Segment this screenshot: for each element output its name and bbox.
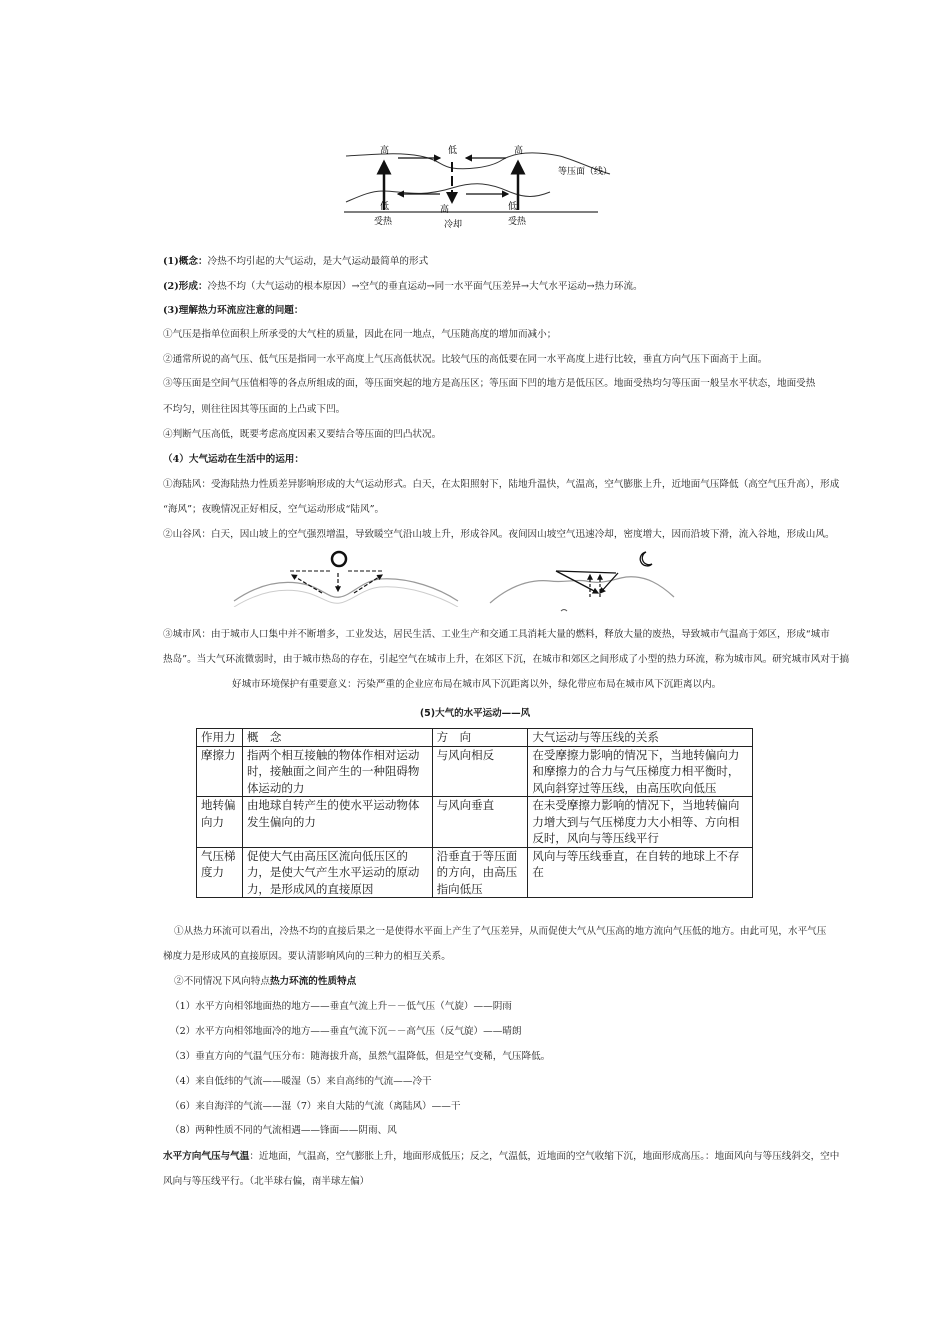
mountain-breeze-diagram	[486, 545, 676, 615]
list-item: （3）垂直方向的气温气压分布：随海拔升高，虽然气温降低，但是空气变稀，气压降低。	[170, 1051, 551, 1062]
section3-heading: (3)理解热力环流应注意的问题：	[163, 305, 304, 316]
moon-icon	[640, 552, 652, 566]
sec3-point3b: 不均匀，则往往因其等压面的上凸或下凹。	[163, 404, 346, 415]
table-cell: 在受摩擦力影响的情况下，当地转偏向力和摩擦力的合力与气压梯度力相平衡时，风向斜穿过等压线，由高压吹向低压	[528, 746, 753, 797]
table-header-row	[197, 729, 753, 747]
label-heat-left: 受热	[374, 217, 393, 227]
lower-isobar	[346, 184, 550, 202]
sea-breeze-a: ①海陆风：受海陆热力性质差异影响形成的大气运动形式。白天，在太阳照射下，陆地升温快，气温高，空气膨胀上升，近地面气压降低（高空气压升高），形成	[163, 479, 840, 490]
last-para-a: 水平方向气压与气温：近地面，气温高，空气膨胀上升，地面形成低压；反之，气温低，近地面的空气收缩下沉，地面形成高压。：地面风向与等压线斜交，空中	[163, 1151, 840, 1162]
wind-table-caption: (5)大气的水平运动——风	[419, 708, 531, 719]
thermal-circulation-diagram	[340, 136, 630, 236]
list-item: （2）水平方向相邻地面冷的地方——垂直气流下沉－－高气压（反气旋）——晴朗	[170, 1026, 522, 1037]
table-header: 大气运动与等压线的关系	[528, 729, 753, 747]
label-low-left: 低	[380, 202, 390, 212]
table-cell: 指两个相互接触的物体作相对运动时，接触面之间产生的一种阻碍物体运动的力	[242, 746, 432, 797]
table-cell: 与风向相反	[432, 746, 528, 797]
table-cell: 由地球自转产生的使水平运动物体发生偏向的力	[242, 797, 432, 848]
wind-forces-table	[196, 728, 753, 898]
table-header: 作用力	[197, 729, 243, 747]
last-para-b: 风向与等压线平行。（北半球右偏，南半球左偏）	[163, 1176, 370, 1187]
sec3-point2: ②通常所说的高气压、低气压是指同一水平高度上气压高低状况。比较气压的高低要在同一水平高度上进行比较，垂直方向气压下面高于上面。	[163, 354, 768, 365]
concept-line: (1)概念：冷热不均引起的大气运动，是大气运动最简单的形式	[163, 256, 429, 267]
list-item: （8）两种性质不同的气流相遇——锋面——阴雨、风	[170, 1125, 397, 1136]
city-wind-c: 好城市环境保护有重要意义：污染严重的企业应布局在城市风下沉距离以外，绿化带应布局在城市风下沉距离以内。	[232, 679, 722, 690]
table-cell: 沿垂直于等压面的方向，由高压指向低压	[432, 847, 528, 898]
table-cell: 风向与等压线垂直，在自转的地球上不存在	[528, 847, 753, 898]
sea-breeze-b: “海风”；夜晚情况正好相反，空气运动形成“陆风”。	[163, 504, 385, 515]
list-item: （1）水平方向相邻地面热的地方——垂直气流上升－－低气压（气旋）——阴雨	[170, 1001, 512, 1012]
valley-breeze-diagram	[230, 547, 460, 607]
label-high-right: 高	[514, 146, 524, 156]
table-row	[197, 746, 753, 797]
city-wind-b: 热岛”。当大气环流微弱时，由于城市热岛的存在，引起空气在城市上升，在郊区下沉，在城市和郊区之间形成了小型的热力环流，称为城市风。研究城市风对于搞	[163, 654, 850, 665]
table-header: 概 念	[242, 729, 432, 747]
label-low-right: 低	[508, 202, 518, 212]
section4-heading: （4）大气运动在生活中的运用：	[163, 454, 304, 465]
table-header: 方 向	[432, 729, 528, 747]
list-item: （4）来自低纬的气流——暖湿（5）来自高纬的气流——冷干	[170, 1076, 432, 1087]
label-isobar: 等压面（线）	[558, 167, 613, 177]
label-high-left: 高	[380, 146, 390, 156]
after-table-p2: ②不同情况下风向特点热力环流的性质特点	[174, 976, 357, 987]
formation-line: (2)形成：冷热不均（大气运动的根本原因）→空气的垂直运动→同一水平面气压差异→大气水平运动→热力环流。	[163, 281, 643, 292]
after-table-p1a: ①从热力环流可以看出，冷热不均的直接后果之一是使得水平面上产生了气压差异，从而促使大气从气压高的地方流向气压低的地方。由此可见，水平气压	[174, 926, 827, 937]
label-cool: 冷却	[444, 220, 463, 230]
label-high-mid: 高	[440, 205, 450, 215]
table-row	[197, 797, 753, 848]
valley-wind: ②山谷风：白天，因山坡上的空气强烈增温，导致暖空气沿山坡上升，形成谷风。夜间因山坡空气迅速冷却，密度增大，因而沿坡下滑，流入谷地，形成山风。	[163, 529, 835, 540]
label-heat-right: 受热	[508, 217, 527, 227]
table-cell: 地转偏向力	[197, 797, 243, 848]
list-item: （6）来自海洋的气流——湿（7）来自大陆的气流（离陆风）——干	[170, 1101, 461, 1112]
sec3-point3a: ③等压面是空间气压值相等的各点所组成的面，等压面突起的地方是高压区；等压面下凹的地方是低压区。地面受热均匀等压面一般呈水平状态，地面受热	[163, 378, 816, 389]
sec3-point1: ①气压是指单位面积上所承受的大气柱的质量，因此在同一地点，气压随高度的增加而减小；	[163, 329, 557, 340]
table-cell: 与风向垂直	[432, 797, 528, 848]
table-row	[197, 847, 753, 898]
after-table-p1b: 梯度力是形成风的直接原因。要认清影响风向的三种力的相互关系。	[163, 951, 451, 962]
table-cell: 在未受摩擦力影响的情况下，当地转偏向力增大到与气压梯度力大小相等、方向相反时，风向与等压线平行	[528, 797, 753, 848]
city-wind-a: ③城市风：由于城市人口集中并不断增多，工业发达，居民生活、工业生产和交通工具消耗大量的燃料，释放大量的废热，导致城市气温高于郊区，形成“城市	[163, 629, 830, 640]
label-low-top: 低	[448, 146, 458, 156]
table-cell: 气压梯度力	[197, 847, 243, 898]
table-cell: 促使大气由高压区流向低压区的力，是使大气产生水平运动的原动力，是形成风的直接原因	[242, 847, 432, 898]
sun-icon	[332, 552, 346, 566]
table-cell: 摩擦力	[197, 746, 243, 797]
sec3-point4: ④判断气压高低，既要考虑高度因素又要结合等压面的凹凸状况。	[163, 429, 442, 440]
